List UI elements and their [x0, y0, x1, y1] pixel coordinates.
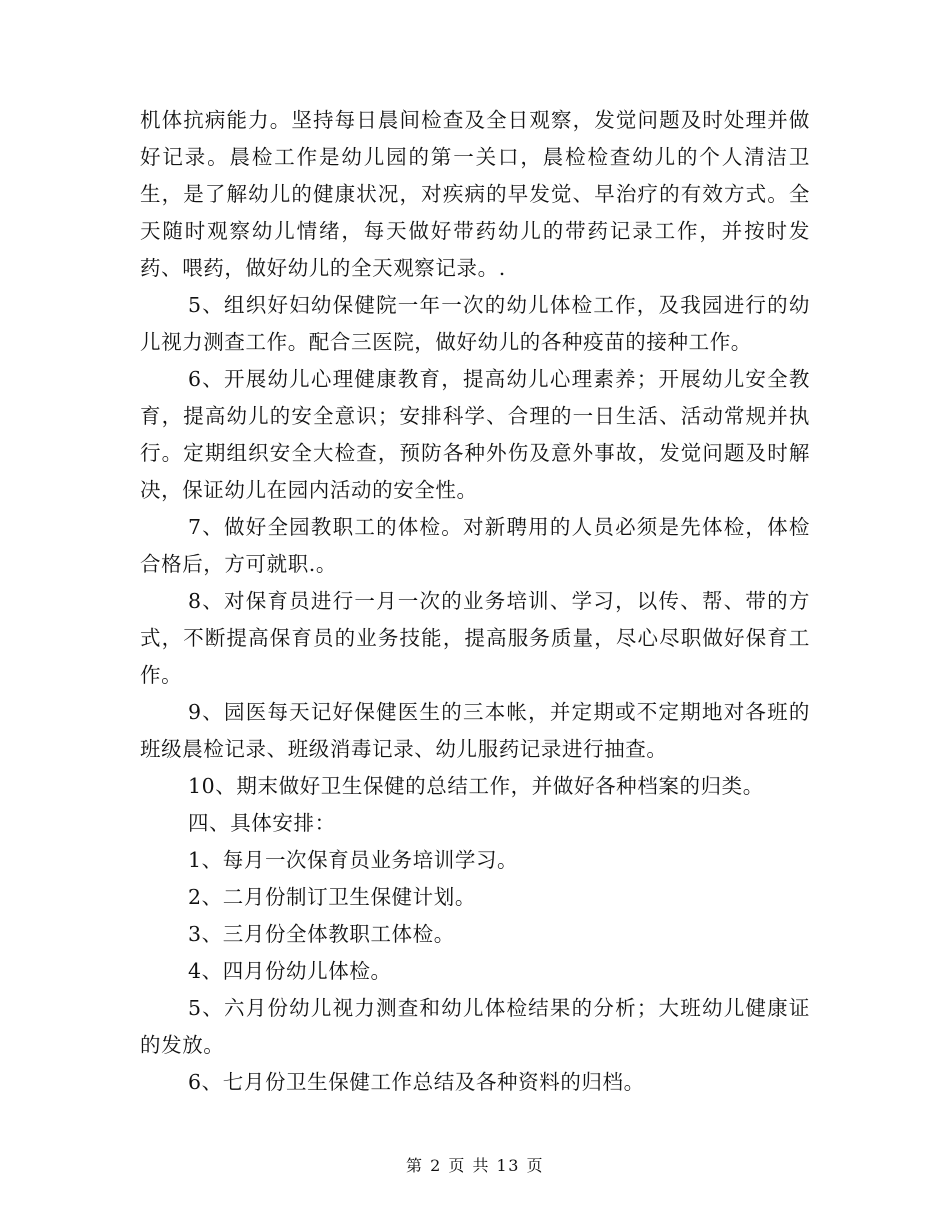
- page-number-footer: 第 2 页 共 13 页: [406, 1156, 544, 1175]
- paragraph-1: 机体抗病能力。坚持每日晨间检查及全日观察，发觉问题及时处理并做好记录。晨检工作是幼儿园的第一关口，晨检检查幼儿的个人清洁卫生，是了解幼儿的健康状况，对疾病的早发觉、早治疗的有效方式。全天随时观察幼儿情绪，每天做好带药幼儿的带药记录工作，并按时发药、喂药，做好幼儿的全天观察记录。.: [140, 108, 810, 280]
- paragraph-4: 7、做好全园教职工的体检。对新聘用的人员必须是先体检，体检合格后，方可就职.。: [140, 515, 810, 576]
- paragraph-6: 9、园医每天记好保健医生的三本帐，并定期或不定期地对各班的班级晨检记录、班级消毒记录、幼儿服药记录进行抽查。: [140, 700, 810, 761]
- document-body: [140, 102, 810, 1101]
- schedule-item-5: 5、六月份幼儿视力测查和幼儿体检结果的分析；大班幼儿健康证的发放。: [140, 996, 810, 1057]
- paragraph-7: 10、期末做好卫生保健的总结工作，并做好各种档案的归类。: [188, 774, 764, 798]
- paragraph-2: 5、组织好妇幼保健院一年一次的幼儿体检工作，及我园进行的幼儿视力测查工作。配合三医院，做好幼儿的各种疫苗的接种工作。: [140, 293, 810, 354]
- paragraph-3: 6、开展幼儿心理健康教育，提高幼儿心理素养；开展幼儿安全教育，提高幼儿的安全意识；安排科学、合理的一日生活、活动常规并执行。定期组织安全大检查，预防各种外伤及意外事故，发觉问题及时解决，保证幼儿在园内活动的安全性。: [140, 367, 810, 502]
- schedule-item-1: 1、每月一次保育员业务培训学习。: [188, 848, 519, 872]
- section-heading: 四、具体安排：: [188, 811, 336, 835]
- schedule-item-2: 2、二月份制订卫生保健计划。: [188, 885, 476, 909]
- schedule-item-4: 4、四月份幼儿体检。: [188, 959, 392, 983]
- paragraph-5: 8、对保育员进行一月一次的业务培训、学习，以传、帮、带的方式，不断提高保育员的业务技能，提高服务质量，尽心尽职做好保育工作。: [140, 589, 810, 687]
- schedule-item-3: 3、三月份全体教职工体检。: [188, 922, 455, 946]
- schedule-item-6: 6、七月份卫生保健工作总结及各种资料的归档。: [188, 1070, 645, 1094]
